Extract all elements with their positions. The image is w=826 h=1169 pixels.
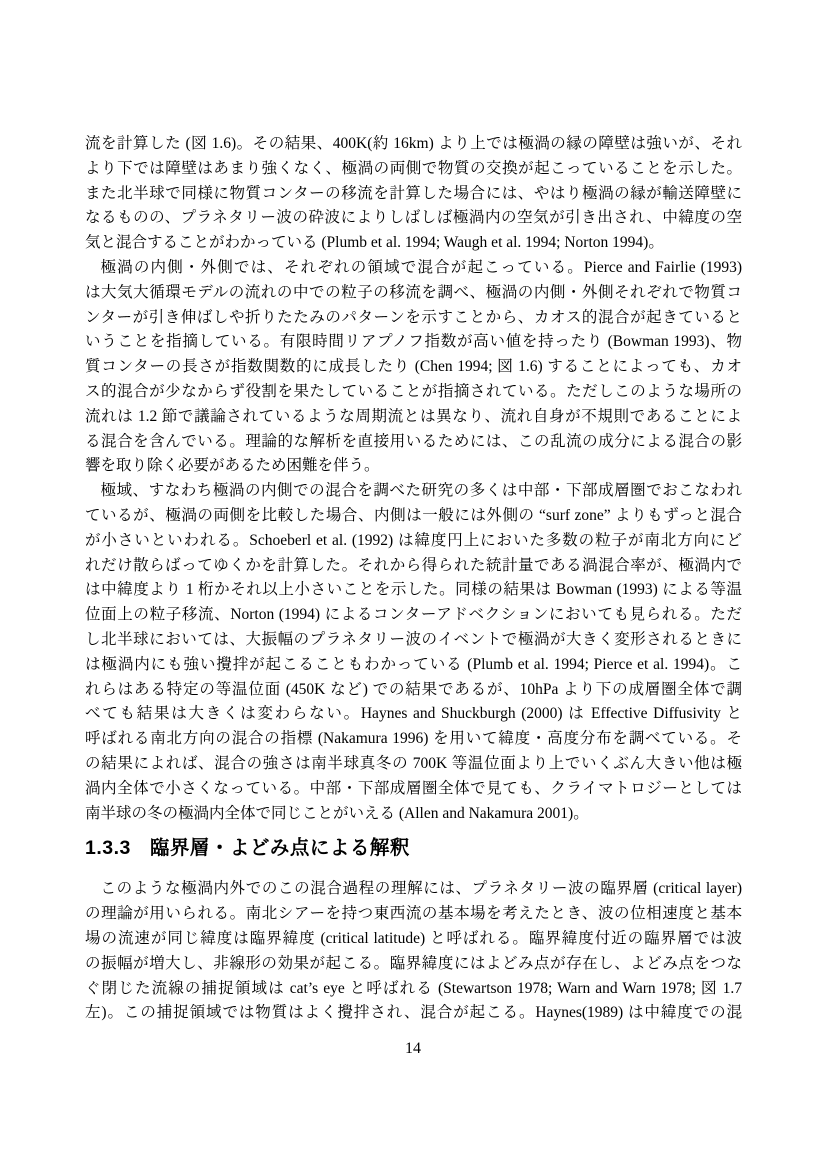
text-line: より下では障壁はあまり強くなく、極渦の両側で物質の交換が起こっていることを示した。 (85, 159, 742, 177)
paragraph (85, 256, 742, 479)
text-line: ているが、極渦の両側を比較した場合、内側は一般には外側の “surf zone” よりもずっと混合 (85, 506, 742, 524)
text-line: このような極渦内外でのこの混合過程の理解には、プラネタリー波の臨界層 (critical layer) (100, 880, 742, 898)
text-line: 質コンターの長さが指数関数的に成長したり (Chen 1994; 図 1.6) することによっても、カオ (85, 358, 742, 376)
text-line: の結果によれば、混合の強さは南半球真冬の 700K 等温位面より上でいくぶん大きい他は極 (85, 754, 742, 772)
document-body (85, 132, 742, 1026)
paragraph (85, 479, 742, 826)
text-line: し北半球においては、大振幅のプラネタリー波のイベントで極渦が大きく変形されるときに (85, 630, 742, 648)
section-heading (85, 835, 742, 862)
text-line: は中緯度より 1 桁かそれ以上小さいことを示した。同様の結果は Bowman (1993) による等温 (85, 581, 742, 599)
text-line: 呼ばれる南北方向の混合の指標 (Nakamura 1996) を用いて緯度・高度分布を調べている。そ (85, 730, 742, 748)
text-line: 位面上の粒子移流、Norton (1994) によるコンターアドベクションにおいても見られる。ただ (85, 606, 742, 624)
text-line: れらはある特定の等温位面 (450K など) での結果であるが、10hPa より下の成層圏全体で調 (85, 680, 742, 698)
text-line: 極域、すなわち極渦の内側での混合を調べた研究の多くは中部・下部成層圏でおこなわれ (100, 482, 742, 500)
text-line: べても結果は大きくは変わらない。Haynes and Shuckburgh (2000) は Effective Diffusivity と (85, 705, 742, 723)
text-line: が小さいといわれる。Schoeberl et al. (1992) は緯度円上においた多数の粒子が南北方向にど (85, 531, 742, 549)
text-line: 場の流速が同じ緯度は臨界緯度 (critical latitude) と呼ばれる。臨界緯度付近の臨界層では波 (85, 929, 742, 947)
text-line: ス的混合が少なからず役割を果たしていることが指摘されている。ただしこのような場所の (85, 382, 742, 400)
paragraph (85, 877, 742, 1026)
text-line: 流れは 1.2 節で議論されているような周期流とは異なり、流れ自身が不規則であることによ (85, 407, 742, 425)
text-line: 左)。この捕捉領域では物質はよく攪拌され、混合が起こる。Haynes(1989) は中緯度での混 (85, 1004, 742, 1022)
text-line: ンターが引き伸ばしや折りたたみのパターンを示すことから、カオス的混合が起きていると (85, 308, 742, 326)
text-line: なるものの、プラネタリー波の砕波によりしばしば極渦内の空気が引き出され、中緯度の空 (85, 209, 742, 227)
text-line: る混合を含んでいる。理論的な解析を直接用いるためには、この乱流の成分による混合の影 (85, 432, 742, 450)
text-line: は大気大循環モデルの流れの中での粒子の移流を調べ、極渦の内側・外側それぞれで物質コ (85, 283, 742, 301)
text-line: 南半球の冬の極渦内全体で同じことがいえる (Allen and Nakamura 2001)。 (85, 804, 589, 822)
text-line: 極渦の内側・外側では、それぞれの領域で混合が起こっている。Pierce and Fairlie (1993) (100, 258, 742, 276)
text-line: れだけ散らばってゆくかを計算した。それから得られた統計量である渦混合率が、極渦内で (85, 556, 742, 574)
paragraph (85, 132, 742, 256)
text-line: は極渦内にも強い攪拌が起こることもわかっている (Plumb et al. 1994; Pierce et al. 1994)。こ (85, 655, 742, 673)
page-number: 14 (405, 1040, 421, 1057)
section-number: 1.3.3 (85, 837, 131, 860)
text-line: の理論が用いられる。南北シアーを持つ東西流の基本場を考えたとき、波の位相速度と基本 (85, 905, 742, 923)
text-line: ぐ閉じた流線の捕捉領域は cat’s eye と呼ばれる (Stewartson 1978; Warn and Warn 1978; 図 1.7 (85, 979, 742, 997)
text-line: 響を取り除く必要があるため困難を伴う。 (85, 457, 380, 475)
page-footer (0, 1040, 826, 1058)
text-line: また北半球で同様に物質コンターの移流を計算した場合には、やはり極渦の縁が輸送障壁に (85, 184, 742, 202)
text-line: 流を計算した (図 1.6)。その結果、400K(約 16km) より上では極渦の縁の障壁は強いが、それ (85, 135, 742, 152)
text-line: 気と混合することがわかっている (Plumb et al. 1994; Waugh et al. 1994; Norton 1994)。 (85, 234, 664, 252)
text-line: いうことを指摘している。有限時間リアプノフ指数が高い値を持ったり (Bowman 1993)、物 (85, 333, 742, 351)
text-line: 渦内全体で小さくなっている。中部・下部成層圏全体で見ても、クライマトロジーとしては (85, 779, 742, 797)
text-line: の振幅が増大し、非線形の効果が起こる。臨界緯度にはよどみ点が存在し、よどみ点をつな (85, 954, 742, 972)
section-title: 臨界層・よどみ点による解釈 (149, 837, 410, 860)
